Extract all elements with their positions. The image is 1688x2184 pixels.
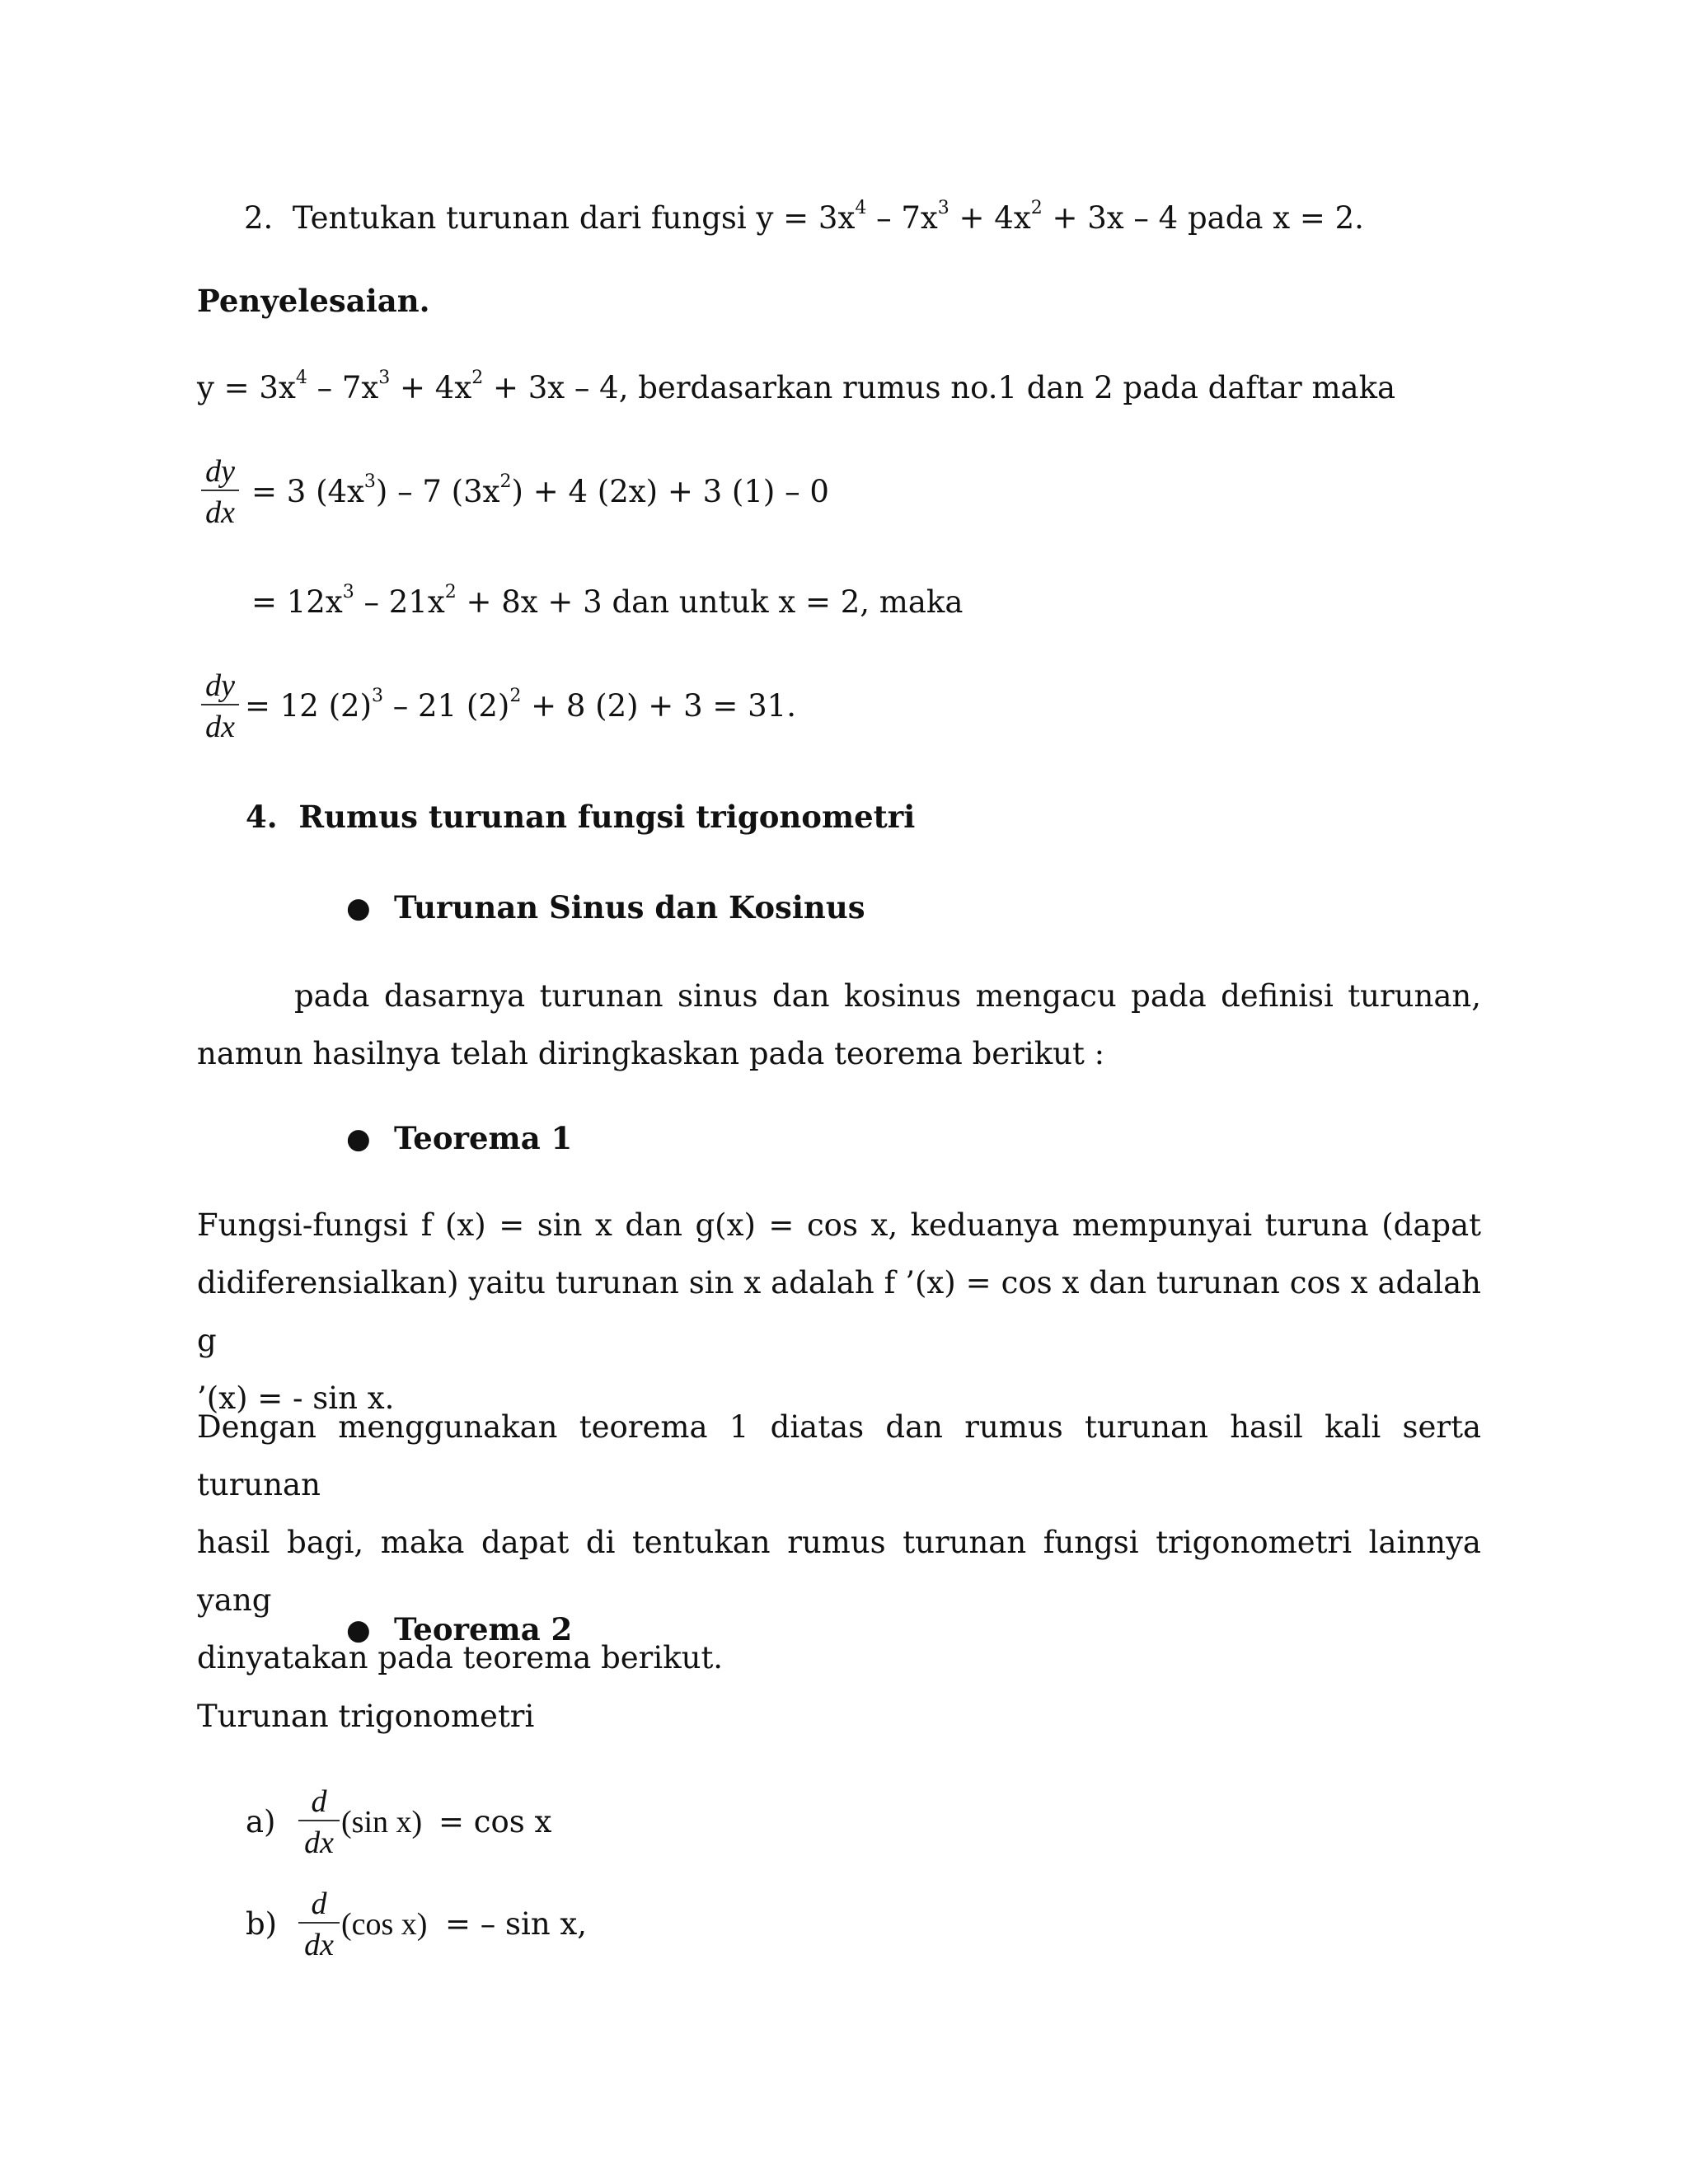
formula-b-expression: (cos x)	[341, 1907, 428, 1942]
solution-heading: Penyelesaian.	[197, 283, 430, 319]
derivative-step-3: = 12 $(2)^3 - 21$ $(2)^2 + 8$ (2) + 3 = 31.	[245, 686, 796, 724]
dy-dx-fraction-1: dy dx	[201, 455, 239, 529]
derivative-step-2: = $12x^3 - 21x^2 + 8x + 3$ dan untuk x = 2, maka	[251, 582, 964, 620]
bullet-icon: ●	[346, 1614, 371, 1647]
formula-b-label: b)	[246, 1906, 278, 1942]
problem-text: Tentukan turunan dari fungsi $y = 3x^4 - 7x^3 + 4x^2 + 3x - 4$ pada x = 2.	[292, 198, 1364, 236]
function-line: $y = 3x^4 - 7x^3 + 4x^2 + 3x - 4$, berdasarkan rumus no.1 dan 2 pada daftar maka	[197, 368, 1396, 405]
dy-dx-fraction-2: dy dx	[201, 669, 239, 743]
d-dx-fraction-b: d dx	[298, 1887, 340, 1961]
paragraph-lanjutan: Dengan menggunakan teorema 1 diatas dan rumus turunan hasil kali serta turunan hasil bagi, maka dapat di tentukan rumus turunan fungsi trigonometri lainnya yang dinyatakan pada teorema berikut.	[197, 1409, 1481, 1675]
d-dx-fraction-a: d dx	[298, 1785, 340, 1859]
derivative-step-1: = 3 $(4x^3) - 7$ $(3x^2) + 4$ (2x) + 3 (1) – 0	[251, 471, 829, 509]
subheading-teorema-1: Teorema 1	[394, 1120, 573, 1156]
formula-a-expression: (sin x)	[341, 1805, 423, 1840]
subheading-sinus-kosinus: Turunan Sinus dan Kosinus	[394, 889, 865, 926]
section-number: 4.	[246, 799, 278, 835]
problem-number: 2.	[244, 200, 274, 236]
formula-a-result: = cos x	[438, 1804, 552, 1840]
formula-a-label: a)	[246, 1804, 276, 1840]
problem-statement	[244, 199, 1364, 237]
section-title: Rumus turunan fungsi trigonometri	[298, 799, 916, 835]
subheading-teorema-2: Teorema 2	[394, 1611, 573, 1647]
formula-b-result: = – sin x,	[445, 1906, 588, 1942]
bullet-icon: ●	[346, 1122, 371, 1155]
trig-heading: Turunan trigonometri	[197, 1699, 535, 1734]
paragraph-teorema-1: Fungsi-fungsi f (x) = sin x dan g(x) = cos x, keduanya mempunyai turuna (dapat didiferensialkan) yaitu turunan sin x adalah f ’(x) = cos x dan turunan cos x adalah g ’(x) = - sin x.	[197, 1207, 1481, 1416]
section-heading	[246, 798, 915, 836]
bullet-icon: ●	[346, 892, 371, 925]
paragraph-sinus-kosinus: pada dasarnya turunan sinus dan kosinus mengacu pada definisi turunan, namun hasilnya telah diringkaskan pada teorema berikut :	[197, 978, 1481, 1071]
